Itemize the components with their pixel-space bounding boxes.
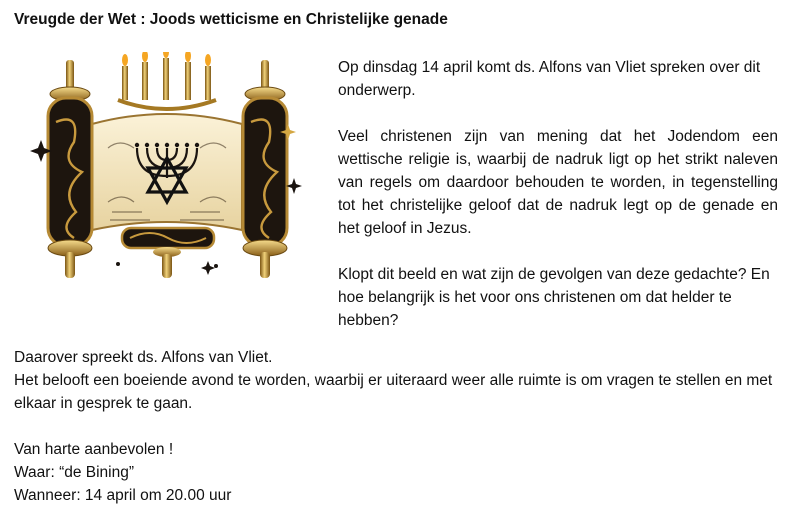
intro-text: Op dinsdag 14 april komt ds. Alfons van Vliet spreken over dit onderwerp. — [338, 59, 761, 99]
recommend-line: Van harte aanbevolen ! — [14, 441, 174, 458]
bottom-roller — [122, 228, 214, 278]
paragraph-1: Veel christenen zijn van mening dat het Jodendom een wettische religie is, waarbij de nadruk ligt op het strikt naleven van regels om daardoor behouden te worden, in tegenstelling tot het christelijke geloof dat de nadruk legt op de genade en het geloof in Jezus. — [338, 128, 778, 237]
when-line: Wanneer: 14 april om 20.00 uur — [14, 487, 232, 504]
right-roller — [243, 60, 287, 278]
torah-scroll-illustration-icon — [30, 52, 305, 284]
speaker-line: Daarover spreekt ds. Alfons van Vliet. — [14, 349, 273, 366]
page-title: Vreugde der Wet : Joods wetticisme en Christelijke genade — [14, 11, 448, 28]
bottom-text-block — [14, 346, 784, 507]
paragraph-2: Klopt dit beeld en wat zijn de gevolgen van deze gedachte? En hoe belangrijk is het voor ons christenen om dat helder te hebben? — [338, 266, 770, 329]
right-text-column — [338, 56, 778, 332]
menorah-top — [118, 52, 216, 109]
evening-line: Het belooft een boeiende avond te worden, waarbij er uiteraard weer alle ruimte is om vragen te stellen en met elkaar in gesprek te gaan. — [14, 372, 773, 412]
left-roller — [48, 60, 92, 278]
where-line: Waar: “de Bining” — [14, 464, 135, 481]
